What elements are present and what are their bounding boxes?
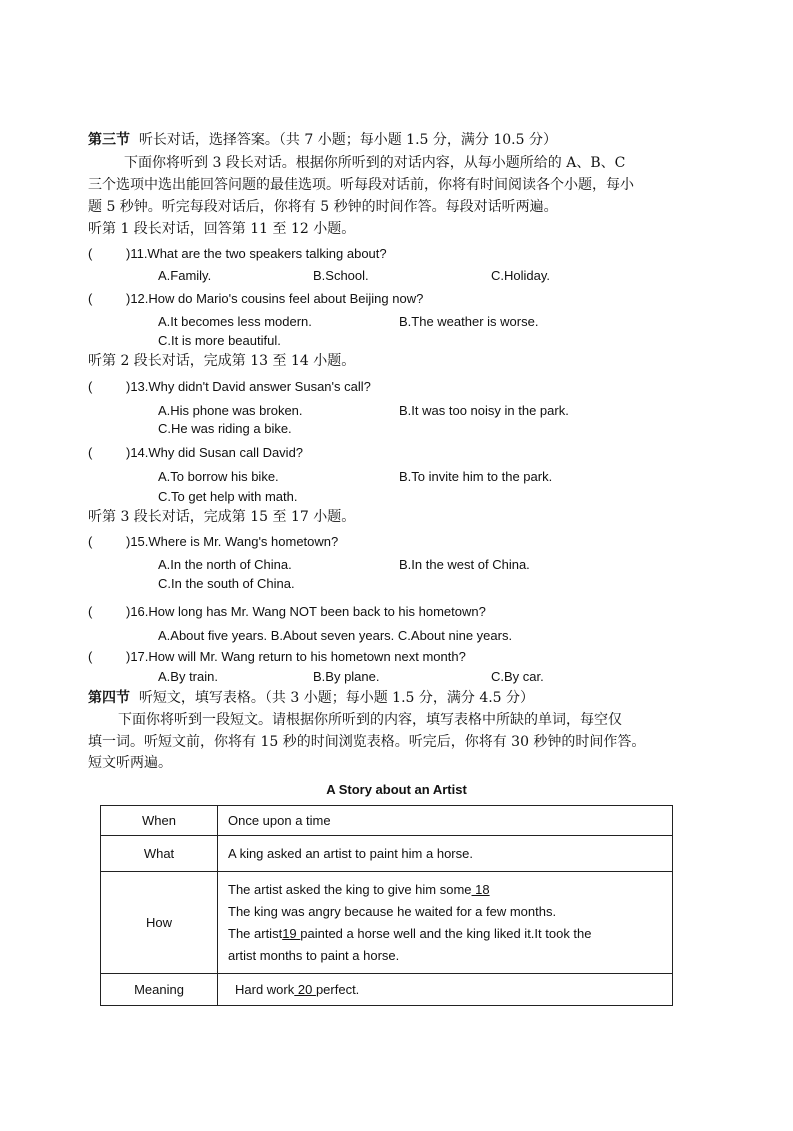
options-abc: A.About five years. B.About seven years. C.About nine years.	[158, 628, 513, 643]
section3-heading-label: 第三节	[88, 132, 130, 148]
option-b: B.School.	[313, 268, 369, 283]
answer-paren: (	[88, 379, 93, 394]
how-line-2: The king was angry because he waited for a few months.	[228, 903, 557, 919]
how-line-1	[228, 879, 672, 901]
row-key: When	[101, 806, 218, 836]
how-line-4: artist months to paint a horse.	[228, 947, 400, 963]
table-row-when	[101, 806, 673, 836]
section3-intro-line2: 三个选项中选出能回答问题的最佳选项。听每段对话前，你将有时间阅读各个小题，每小	[88, 177, 634, 193]
option-c: C.It is more beautiful.	[158, 333, 281, 348]
option-a: A.Family.	[158, 268, 212, 283]
question-stem: )13.Why didn't David answer Susan's call?	[126, 379, 371, 394]
question-11	[88, 247, 387, 260]
answer-paren: (	[88, 246, 93, 261]
table-row-meaning	[101, 974, 673, 1006]
option-b: B.In the west of China.	[399, 557, 530, 572]
question-17	[88, 650, 466, 663]
answer-paren: (	[88, 445, 93, 460]
row-value: A king asked an artist to paint him a horse.	[218, 836, 673, 872]
option-b: B.To invite him to the park.	[399, 469, 553, 484]
table-row-what	[101, 836, 673, 872]
answer-paren: (	[88, 291, 93, 306]
option-b: B.It was too noisy in the park.	[399, 403, 569, 418]
question-stem: )12.How do Mario's cousins feel about Beijing now?	[126, 291, 424, 306]
question-16	[88, 605, 486, 618]
row-value	[218, 872, 673, 974]
question-stem: )17.How will Mr. Wang return to his hometown next month?	[126, 649, 466, 664]
option-b: B.By plane.	[313, 669, 380, 684]
how-line-3	[228, 923, 672, 945]
option-c: C.By car.	[491, 669, 544, 684]
blank-18[interactable]: 18	[471, 881, 490, 897]
row-key: How	[101, 872, 218, 974]
question-stem: )11.What are the two speakers talking about?	[126, 246, 387, 261]
option-c: C.In the south of China.	[158, 576, 295, 591]
option-a: A.His phone was broken.	[158, 403, 303, 418]
section4-heading-rest: 听短文，填写表格。（共 3 小题；每小题 1.5 分，满分 4.5 分）	[138, 690, 535, 706]
row-value: Once upon a time	[218, 806, 673, 836]
option-c: C.Holiday.	[491, 268, 551, 283]
option-a: A.To borrow his bike.	[158, 469, 279, 484]
story-table	[100, 805, 673, 1006]
option-a: A.In the north of China.	[158, 557, 292, 572]
option-a: A.By train.	[158, 669, 218, 684]
row-value	[218, 974, 673, 1006]
section3-heading	[88, 133, 557, 147]
section3-heading-rest: 听长对话，选择答案。（共 7 小题；每小题 1.5 分，满分 10.5 分）	[138, 132, 557, 148]
question-13	[88, 380, 371, 393]
section4-intro-line1: 下面你将听到一段短文。请根据你所听到的内容，填写表格中所缺的单词，每空仅	[118, 712, 622, 728]
section4-heading	[88, 691, 534, 705]
question-stem: )14.Why did Susan call David?	[126, 445, 304, 460]
question-14	[88, 446, 303, 459]
how-line-1-text: The artist asked the king to give him some	[228, 881, 472, 897]
table-title: A Story about an Artist	[326, 782, 467, 797]
row-key: Meaning	[101, 974, 218, 1006]
question-stem: )16.How long has Mr. Wang NOT been back to his hometown?	[126, 604, 486, 619]
meaning-text: Hard work	[235, 982, 295, 997]
section3-intro-line1: 下面你将听到 3 段长对话。根据你所听到的对话内容，从每小题所给的 A、B、C	[124, 155, 626, 171]
section3-intro-line3: 题 5 秒钟。听完每段对话后，你将有 5 秒钟的时间作答。每段对话听两遍。	[88, 199, 558, 215]
answer-paren: (	[88, 604, 93, 619]
answer-paren: (	[88, 534, 93, 549]
option-c: C.He was riding a bike.	[158, 421, 292, 436]
answer-paren: (	[88, 649, 93, 664]
blank-20[interactable]: 20	[294, 982, 316, 997]
dialog1-instruction: 听第 1 段长对话，回答第 11 至 12 小题。	[88, 221, 356, 237]
question-stem: )15.Where is Mr. Wang's hometown?	[126, 534, 339, 549]
option-b: B.The weather is worse.	[399, 314, 539, 329]
question-15	[88, 535, 338, 548]
section4-intro-line2: 填一词。听短文前，你将有 15 秒的时间浏览表格。听完后，你将有 30 秒钟的时间作答。	[88, 734, 646, 750]
row-key: What	[101, 836, 218, 872]
meaning-post: perfect.	[315, 982, 360, 997]
question-12	[88, 292, 423, 305]
option-a: A.It becomes less modern.	[158, 314, 312, 329]
blank-19[interactable]: 19	[282, 925, 301, 941]
dialog3-instruction: 听第 3 段长对话，完成第 15 至 17 小题。	[88, 509, 356, 525]
section4-intro-line3: 短文听两遍。	[88, 755, 172, 771]
how-line-3-post: painted a horse well and the king liked it.It took the	[300, 925, 592, 941]
table-row-how	[101, 872, 673, 974]
option-c: C.To get help with math.	[158, 489, 298, 504]
section4-heading-label: 第四节	[88, 690, 130, 706]
how-line-3-text: The artist	[228, 925, 283, 941]
dialog2-instruction: 听第 2 段长对话，完成第 13 至 14 小题。	[88, 353, 356, 369]
